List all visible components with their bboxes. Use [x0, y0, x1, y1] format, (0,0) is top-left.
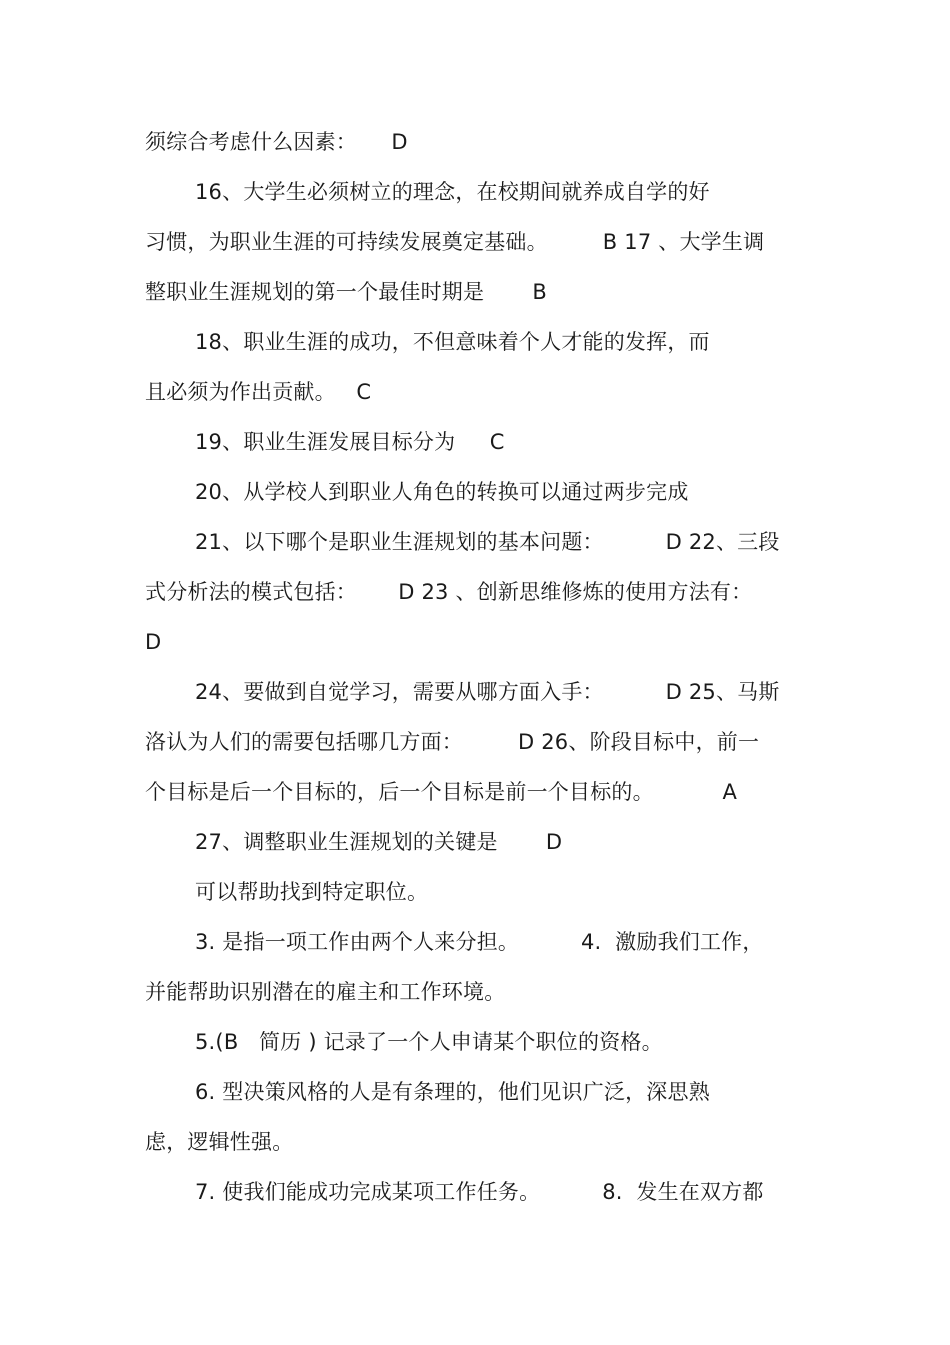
text-line-12: 24、要做到自觉学习，需要从哪方面入手： D 25、马斯 [195, 680, 780, 704]
text-line-5: 18、职业生涯的成功，不但意味着个人才能的发挥，而 [195, 330, 710, 354]
text-line-2: 16、大学生必须树立的理念，在校期间就养成自学的好 [195, 180, 710, 204]
text-line-7: 19、职业生涯发展目标分为 C [195, 430, 505, 454]
text-line-11: D [145, 630, 162, 654]
text-line-15: 27、调整职业生涯规划的关键是 D [195, 830, 563, 854]
text-line-20: 6. 型决策风格的人是有条理的，他们见识广泛，深思熟 [195, 1080, 710, 1104]
text-line-6: 且必须为作出贡献。 C [145, 380, 372, 404]
text-line-19: 5.(B 简历 ) 记录了一个人申请某个职位的资格。 [195, 1030, 663, 1054]
text-line-18: 并能帮助识别潜在的雇主和工作环境。 [145, 980, 506, 1004]
text-line-17: 3. 是指一项工作由两个人来分担。 4. 激励我们工作， [195, 930, 764, 954]
text-line-4: 整职业生涯规划的第一个最佳时期是 B [145, 280, 547, 304]
text-line-22: 7. 使我们能成功完成某项工作任务。 8. 发生在双方都 [195, 1180, 764, 1204]
text-line-3: 习惯，为职业生涯的可持续发展奠定基础。 B 17 、大学生调 [145, 230, 765, 254]
text-line-13: 洛认为人们的需要包括哪几方面： D 26、阶段目标中，前一 [145, 730, 760, 754]
text-line-14: 个目标是后一个目标的，后一个目标是前一个目标的。 A [145, 780, 738, 804]
text-line-10: 式分析法的模式包括： D 23 、创新思维修炼的使用方法有： [145, 580, 753, 604]
text-line-16: 可以帮助找到特定职位。 [195, 880, 429, 904]
text-line-8: 20、从学校人到职业人角色的转换可以通过两步完成 [195, 480, 689, 504]
text-line-1: 须综合考虑什么因素： D [145, 130, 408, 154]
text-line-21: 虑，逻辑性强。 [145, 1130, 294, 1154]
text-line-9: 21、以下哪个是职业生涯规划的基本问题： D 22、三段 [195, 530, 780, 554]
